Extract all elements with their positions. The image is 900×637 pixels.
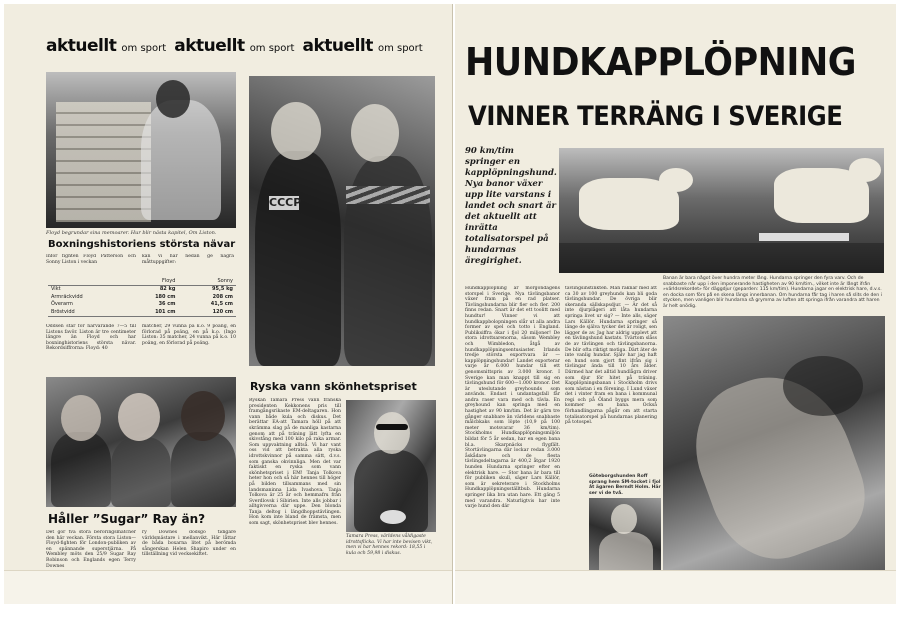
tamara-press-photo	[346, 400, 436, 532]
left-page	[4, 4, 453, 604]
header-bold-3: aktuellt	[302, 36, 373, 56]
headline-line-1: HUNDKAPPLÖPNING	[465, 40, 857, 84]
table-cell: 36 cm	[158, 301, 176, 308]
table-cell: 82 kg	[159, 286, 176, 293]
header-bold-1: aktuellt	[46, 36, 117, 56]
table-cell: 208 cm	[212, 293, 233, 300]
racing-photo-caption: Banan är bara något över hundra meter lång. Hundarna springer den fyra varv. Och de snabbaste når upp i den imponerande hastigheten av 90 km/tim., vilket inte är långt ifrån »världsrekordet» för däggdjur (geparden: 115 km/tim). Hundarna jagar en elektrisk hare, d.v.s. en docka som förs på en skena längs innerbanan. Om hundarna får tag i haren så slits de den i stycken, men vanligen blir hundarna så grymma av luften att springa ifrån varandra att haren är helt onödig.	[663, 276, 882, 309]
header-rest-1: om sport	[121, 43, 167, 54]
boxing-body-left: Oddsen står för närvarande 7—5 till Listons favör. Liston är tre centimeter längre än Floyd och har boxninghistoriens största nävar. Rekordsiffrorna: Floyd: 40	[46, 324, 136, 352]
athletes-photo: CCCP	[249, 76, 435, 366]
owner-with-dog-photo	[589, 498, 661, 576]
table-cell: 101 cm	[125, 308, 179, 316]
table-row	[48, 285, 236, 293]
table-header-cell: Floyd	[125, 277, 179, 285]
boxing-title: Boxningshistoriens största nävar	[48, 239, 236, 250]
table-row	[48, 301, 236, 309]
sugar-body-right: ry Downes dödsgo tidigare världsmästare i mellanvikt. Här låttar de båda boxarna litet på berömda sångerskan Helen Shapiro under en tillställning vid vecksekiftet.	[142, 530, 236, 558]
table-header-cell: Sonny	[178, 277, 236, 285]
floyd-photo	[46, 72, 236, 228]
table-cell: Vikt	[51, 286, 61, 293]
table-cell: 95,5 kg	[212, 286, 233, 293]
headline-line-2: VINNER TERRÄNG I SVERIGE	[468, 101, 843, 132]
sugar-title: Håller ”Sugar” Ray än?	[48, 512, 206, 526]
boxing-intro-left: Inför fighten Floyd Patterson och Sonny Liston i veckan	[46, 254, 136, 265]
racing-dogs-photo	[559, 148, 884, 273]
ryska-title: Ryska vann skönhetspriset	[250, 380, 417, 393]
boxing-body-right: matcher, 29 vunna på k.o. 9 poäng, en förlorad på poäng, en på k.o. (Ingo Liston: 35 matcher, 24 vunna på k.o. 10 poäng, en förlorad på poäng.	[142, 324, 236, 346]
table-cell: 180 cm	[155, 293, 176, 300]
table-cell: 41,5 cm	[210, 301, 233, 308]
table-header-cell	[48, 277, 125, 285]
sugar-ray-photo	[46, 377, 236, 507]
boxing-stats-table	[48, 277, 236, 317]
table-cell: 120 cm	[178, 308, 236, 316]
table-row	[48, 293, 236, 301]
section-header	[46, 36, 426, 56]
table-row	[48, 308, 236, 316]
sugar-body-left: Det gör två stora beröringsmatcher den här veckan. Första stora Liston—Floyd-fighten för London-publiken av en spännande superstjärna. På Wembley möts den 25/9 Sugar Ray Robinson och Englands egen Terry Downes	[46, 530, 136, 569]
greyhound-closeup-photo	[663, 316, 885, 576]
article-column-2: tävlingsinstinkten. Man räknar med att ca 30 av 100 greyhunds kan bli goda tävlingshundar. De övriga blir skeranda sällskapsdjur. — Är det så inte djurplågeri att låta hundarna springa livet ur sig? — Inte alls, säger Lars Källör. Hundarna springer så länge de själva tycker det är roligt, sen lägger de av. Jag har aldrig upplevt att en tävlingshund kastats. Tvärtom slåss de av tävlingen och tävlingsbanorna. De blir ofta riktigt motiga. Därt äter de inte vanlig hundar. Själv har jag haft en hund som gjort fint ifrån sig i tävlingar ända till 10 års ålder. Därmed har det alltid hundlågra driver som djur för hitet på träning. Kapplöpningsbanan i Stockholm drivs som nästan i en förening. I Lund växer det i vinter fram en bana i kommunal regi och på Öland byggs mera som kommer en bana. Också förhandlingarna pågår om att starta totalisatorspel på hundarnas planering på totospel.	[565, 286, 657, 426]
table-cell: Armräckvidd	[51, 293, 83, 300]
ryska-body: Ryskan Tamara Press vann franska presidenten Kekkonens pris till framgångsrikaste EM-deltagaren. Hon vann både kula och diskus. Det berättar EA-att Tamara höll på att skrämma slag på de manliga kastarna genom att på träning lätt lyfta en skivstång med 100 kilo på raka armar. Som uppvaktning alltså. Vi har vant oss vid att betrakta alla ryska idrottskvinnor på samma sätt, d.v.s. som ganska okvinnliga. Men det var faktiskt en ryska som vann skönhetspriset i EM! Tanja Tolkova heter hon och så här hennes till höger på bilden tillsammans med sin landsmaninna Lida Ivashova. Tanja Tolkova är 25 år och hemmafru från Sverdlovsk i Sibirien. Inte alls jobbar i alltgivverna där uppe. Den blonda Tanja deltog i längdhoppstävlingen. Hon kom inte bland de främsta, men som sagt, skönhetspriset blev hennes.	[249, 398, 341, 527]
header-rest-2: om sport	[249, 43, 295, 54]
article-lead: 90 km/tim springer en kapplöpningshund. Nya banor växer upp lite varstans i landet och snart är det aktuellt att inrätta totalisatorspel på hundarnas äregirighet.	[465, 146, 557, 266]
article-column-1: Hundkapplöpning är morgondagens storspel i Sverige. Nya tävlingsbanor växer fram på en rad platser. Tävlingshundarna blir fler och fler. 200 finns redan. Snart är det ett toolitt med hundtur! Vinner vi att hundkappbolopningen slår ut alla andra former av spel och totto i England. Publiksiffra ökar i fjol 20 miljoner! De stora idrottsarenorna, såsom Wembley och Wimbledon, åtgå av hundkapplöpningsentusiaster. Irlands tredje största exportvara är — kapplöpningshundar! Landet exporterar varje år 6.000 hundar till ett genomsnittspris av 3.000 kronor. I Sverige kan man knappt till sig en tävlingshund för 600—1.000 kronor. Det är uteslutande greyhounds som används. Endast i undantagsfall får andra raser vara med och tävla. En greyhound kan springa med en hastighet av 90 km/tim. Det är gärn tre gånger snabbare än världens snabbaste målcbkaks som löpte (10,9 på 100 meter motsvarar 36 km/tim). Stockholms Hundkapplöpningsmiljön bildat för 5 år sedan, har en egen bana bl.a. Skarpnäcks flygfält. Stortävlingarna där lockar redan 3.000 åskådare och de flesta tävlingsdeltagarna är 400,2 åtgar 1920 hunden Hundarna springer efter en elektrisk hare. — Stor bana är bara till för publiken skull, säger Lars Källör, som är sekreterare i Stockholms Hundkapplöpningsställtbub. Hundarna springer lika bra utan hare. Ett gäng 5 med varandra. Naturligtvis har inte varje hund den där	[465, 286, 560, 510]
right-page	[455, 4, 896, 604]
dog-photo-caption: Göteborgshunden Roff sprang hem SM-tocket i fjol åt ägaren Berndt Holm. Här ser vi de två.	[589, 474, 661, 496]
table-cell: Bröstvidd	[48, 308, 125, 316]
page-bottom-strip	[455, 570, 896, 604]
page-bottom-strip	[4, 570, 452, 604]
header-bold-2: aktuellt	[174, 36, 245, 56]
boxing-intro-right: kan vi här nedan ge några måttuppgifter:	[142, 254, 234, 265]
table-cell: Överarm	[51, 301, 73, 308]
tamara-press-caption: Tamara Press, världens våldigaste idrottsflicka. Vi har inte bevisen vikt, men vi har hennes rekord: 18,55 i kula och 59,98 i diskus.	[346, 534, 433, 556]
floyd-photo-caption: Floyd begrundar sina memoarer. Hur blir nästa kapitel, Om Liston.	[46, 230, 217, 236]
header-rest-3: om sport	[377, 43, 423, 54]
